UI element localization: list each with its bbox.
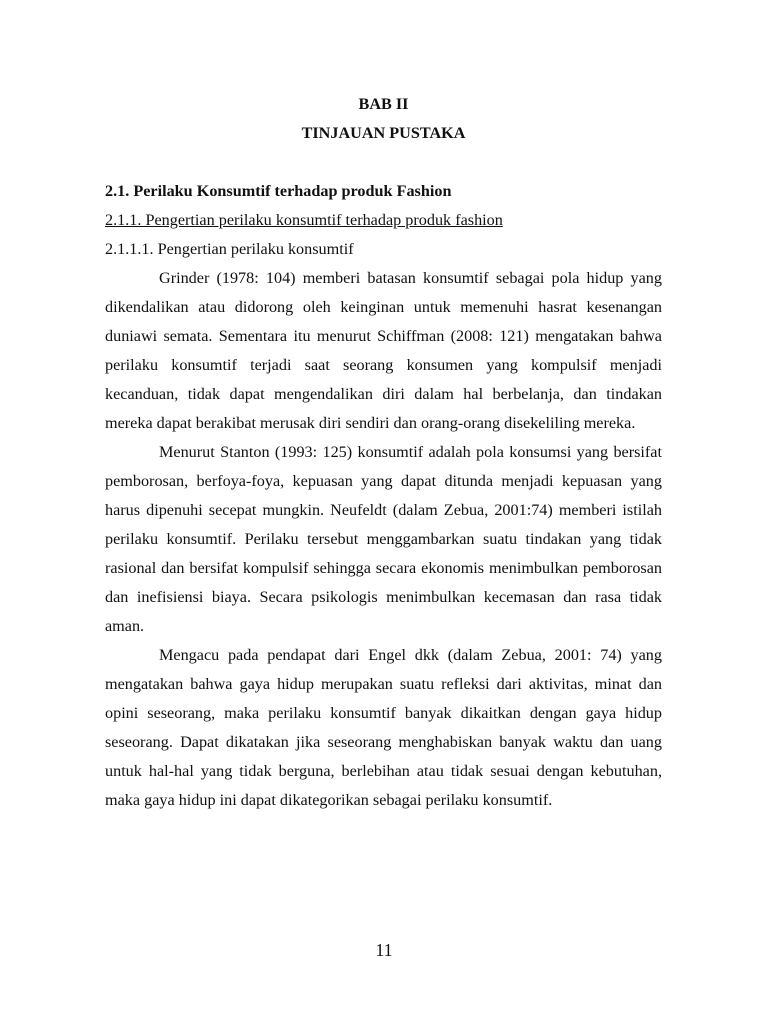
paragraph-grinder: Grinder (1978: 104) memberi batasan konsumtif sebagai pola hidup yang dikendalikan atau didorong oleh keinginan untuk memenuhi hasrat kesenangan duniawi semata. Sementara itu menurut Schiffman (2008: 121) mengatakan bahwa perilaku konsumtif terjadi saat seorang konsumen yang kompulsif menjadi kecanduan, tidak dapat mengendalikan diri dalam hal berbelanja, dan tindakan mereka dapat berakibat merusak diri sendiri dan orang-orang disekeliling mereka.: [105, 269, 662, 432]
document-page: [105, 90, 662, 815]
chapter-title: TINJAUAN PUSTAKA: [301, 124, 466, 142]
page-number: 11: [375, 940, 393, 960]
paragraph-engel: Mengacu pada pendapat dari Engel dkk (dalam Zebua, 2001: 74) yang mengatakan bahwa gaya hidup merupakan suatu refleksi dari aktivitas, minat dan opini seseorang, maka perilaku konsumtif banyak dikaitkan dengan gaya hidup seseorang. Dapat dikatakan jika seseorang menghabiskan banyak waktu dan uang untuk hal-hal yang tidak berguna, berlebihan atau tidak sesuai dengan kebutuhan, maka gaya hidup ini dapat dikategorikan sebagai perilaku konsumtif.: [105, 646, 662, 809]
section-heading: 2.1. Perilaku Konsumtif terhadap produk Fashion: [105, 182, 452, 200]
blank-line: [105, 148, 662, 177]
paragraph-stanton: Menurut Stanton (1993: 125) konsumtif adalah pola konsumsi yang bersifat pemborosan, berfoya-foya, kepuasan yang dapat ditunda menjadi kepuasan yang harus dipenuhi secepat mungkin. Neufeldt (dalam Zebua, 2001:74) memberi istilah perilaku konsumtif. Perilaku tersebut menggambarkan suatu tindakan yang tidak rasional dan bersifat kompulsif sehingga secara ekonomis menimbulkan pemborosan dan inefisiensi biaya. Secara psikologis menimbulkan kecemasan dan rasa tidak aman.: [105, 443, 662, 635]
subsection-heading: 2.1.1. Pengertian perilaku konsumtif terhadap produk fashion: [105, 211, 503, 229]
subsubsection-heading: 2.1.1.1. Pengertian perilaku konsumtif: [105, 240, 354, 258]
chapter-number: BAB II: [358, 95, 409, 113]
